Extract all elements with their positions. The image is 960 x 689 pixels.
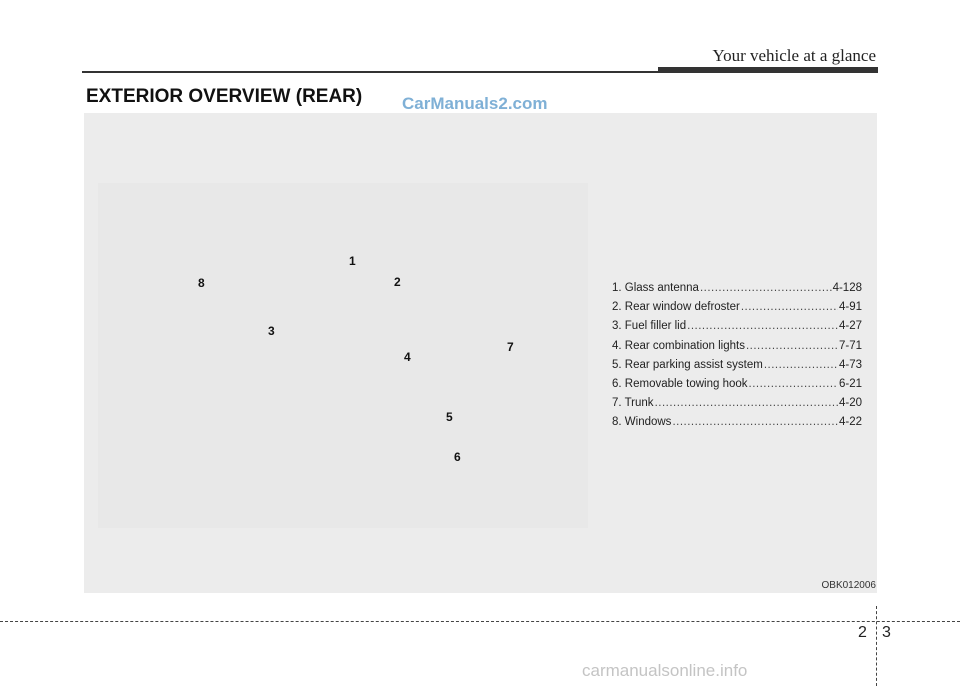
- figure-code: OBK012006: [821, 580, 876, 591]
- footer-page-divider: [876, 606, 877, 686]
- legend-leader-dots: [655, 397, 838, 409]
- legend-item: [612, 340, 862, 359]
- callout-2: 2: [394, 275, 401, 289]
- legend-list: [612, 282, 862, 436]
- legend-leader-dots: [687, 320, 838, 332]
- legend-item-name: 5. Rear parking assist system: [612, 358, 763, 371]
- callout-7: 7: [507, 340, 514, 354]
- legend-item-page: 4-91: [838, 301, 862, 314]
- watermark-bottom-link[interactable]: carmanualsonline.info: [582, 661, 748, 680]
- legend-item-page: 7-71: [838, 339, 862, 352]
- legend-item-page: 4-128: [832, 282, 862, 294]
- callout-3: 3: [268, 324, 275, 338]
- legend-item-page: 4-22: [838, 416, 862, 429]
- legend-item-name: 2. Rear window defroster: [612, 301, 740, 314]
- header-title: Your vehicle at a glance: [712, 46, 876, 65]
- legend-leader-dots: [741, 301, 838, 313]
- legend-item: [612, 378, 862, 397]
- legend-leader-dots: [672, 416, 838, 428]
- legend-leader-dots: [700, 282, 832, 294]
- header-rule-thick: [658, 67, 878, 73]
- legend-leader-dots: [764, 359, 838, 371]
- callout-8: 8: [198, 276, 205, 290]
- legend-item-page: 4-20: [838, 397, 862, 410]
- legend-item: [612, 416, 862, 435]
- vehicle-rear-image: [98, 183, 588, 528]
- callout-4: 4: [404, 350, 411, 364]
- legend-item: [612, 397, 862, 416]
- legend-item-page: 6-21: [838, 377, 862, 390]
- legend-item-name: 3. Fuel filler lid: [612, 320, 687, 333]
- page-chapter-number: 2: [858, 624, 867, 641]
- footer-dashed-rule: [0, 621, 960, 622]
- legend-item: [612, 359, 862, 378]
- legend-item-name: 6. Removable towing hook: [612, 377, 748, 390]
- legend-item: [612, 301, 862, 320]
- legend-item-page: 4-73: [838, 358, 862, 371]
- legend-item-name: 4. Rear combination lights: [612, 339, 745, 352]
- legend-item-name: 1. Glass antenna: [612, 282, 699, 294]
- page-number: 3: [882, 624, 891, 641]
- callout-5: 5: [446, 410, 453, 424]
- header-rule-thin: [82, 71, 662, 73]
- legend-item: [612, 320, 862, 339]
- legend-item-name: 7. Trunk: [612, 397, 654, 410]
- legend-item-name: 8. Windows: [612, 416, 672, 429]
- callout-1: 1: [349, 254, 356, 268]
- legend-item-page: 4-27: [838, 320, 862, 333]
- legend-leader-dots: [749, 378, 838, 390]
- callout-6: 6: [454, 450, 461, 464]
- legend-leader-dots: [746, 340, 838, 352]
- watermark-top-link[interactable]: CarManuals2.com: [402, 94, 548, 113]
- legend-item: [612, 282, 862, 301]
- section-title: EXTERIOR OVERVIEW (REAR): [86, 86, 363, 107]
